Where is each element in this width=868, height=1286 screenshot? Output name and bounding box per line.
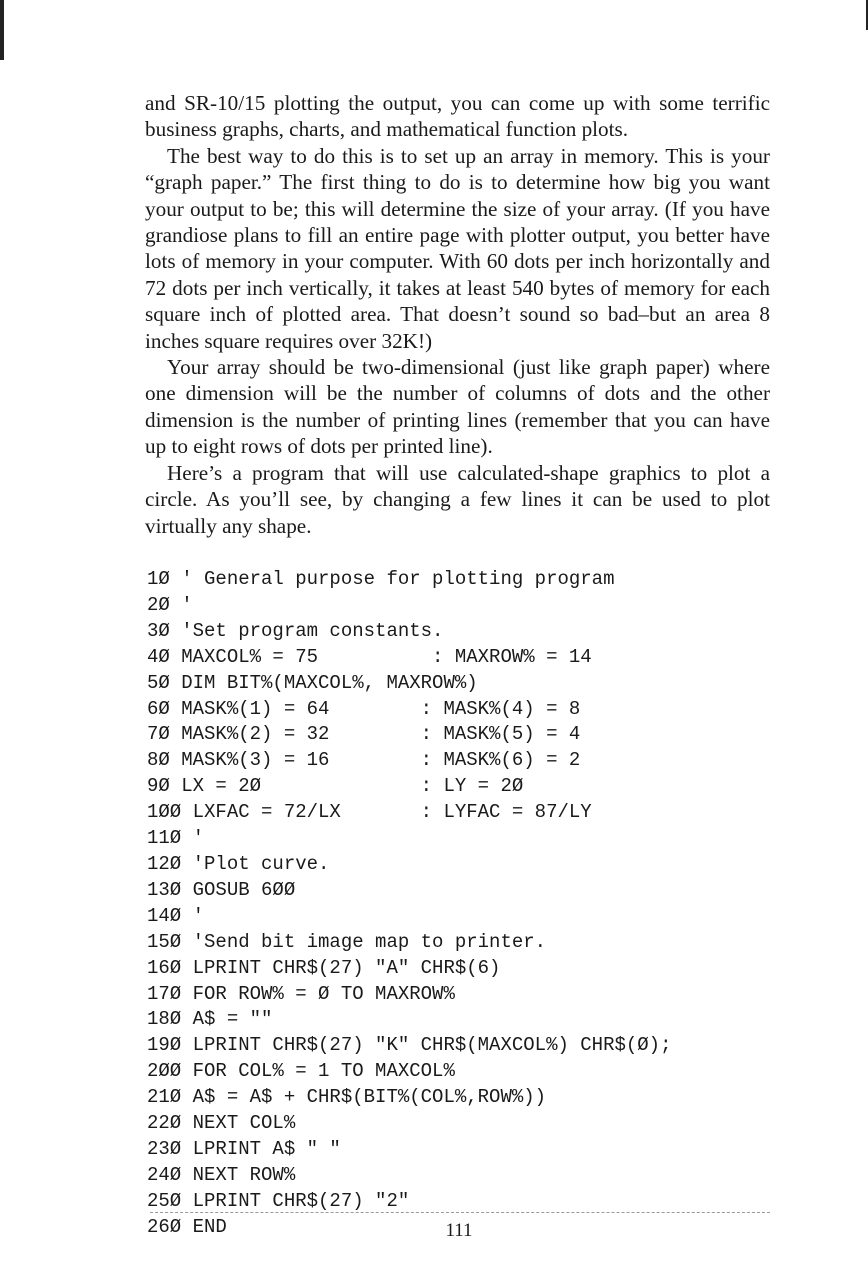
code-line: 9Ø LX = 2Ø : LY = 2Ø bbox=[147, 775, 524, 798]
code-line: 5Ø DIM BIT%(MAXCOL%, MAXROW%) bbox=[147, 671, 478, 694]
page-edge-mark-left bbox=[0, 0, 4, 60]
code-line: 11Ø ' bbox=[147, 827, 205, 850]
code-line: 16Ø LPRINT CHR$(27) "A" CHR$(6) bbox=[147, 956, 501, 979]
basic-program-listing bbox=[147, 567, 827, 1241]
body-text bbox=[145, 90, 770, 539]
paragraph-3: Your array should be two-dimensional (just like graph paper) where one dimension will be the number of columns of dots and the other dimension is the number of printing lines (remember that you can have up to eight rows of dots per printed line). bbox=[145, 355, 770, 459]
code-line: 26Ø END bbox=[147, 1215, 227, 1238]
code-line: 12Ø 'Plot curve. bbox=[147, 852, 330, 875]
code-line: 2Ø ' bbox=[147, 593, 193, 616]
code-line: 19Ø LPRINT CHR$(27) "K" CHR$(MAXCOL%) CHR$(Ø); bbox=[147, 1034, 672, 1057]
code-line: 6Ø MASK%(1) = 64 : MASK%(4) = 8 bbox=[147, 697, 581, 720]
code-line: 4Ø MAXCOL% = 75 : MAXROW% = 14 bbox=[147, 645, 592, 668]
footer-divider bbox=[150, 1212, 770, 1213]
code-line: 15Ø 'Send bit image map to printer. bbox=[147, 930, 547, 953]
code-line: 2ØØ FOR COL% = 1 TO MAXCOL% bbox=[147, 1060, 455, 1083]
code-line: 24Ø NEXT ROW% bbox=[147, 1163, 296, 1186]
code-line: 21Ø A$ = A$ + CHR$(BIT%(COL%,ROW%)) bbox=[147, 1086, 547, 1109]
code-line: 1ØØ LXFAC = 72/LX : LYFAC = 87/LY bbox=[147, 801, 592, 824]
code-line: 3Ø 'Set program constants. bbox=[147, 619, 444, 642]
page-number: 111 bbox=[445, 1220, 473, 1241]
paragraph-4: Here’s a program that will use calculated-shape graphics to plot a circle. As you’ll see, by changing a few lines it can be used to plot virtually any shape. bbox=[145, 460, 770, 538]
paragraph-1: and SR-10/15 plotting the output, you can come up with some terrific business graphs, charts, and mathematical function plots. bbox=[145, 91, 770, 142]
paragraph-2: The best way to do this is to set up an array in memory. This is your “graph paper.” The first thing to do is to determine how big you want your output to be; this will determine the size of your array. (If you have grandiose plans to fill an entire page with plotter output, you better have lots of memory in your computer. With 60 dots per inch horizontally and 72 dots per inch vertically, it takes at least 540 bytes of memory for each square inch of plotted area. That doesn’t sound so bad–but an area 8 inches square requires over 32K!) bbox=[145, 143, 770, 353]
code-line: 17Ø FOR ROW% = Ø TO MAXROW% bbox=[147, 982, 455, 1005]
code-line: 22Ø NEXT COL% bbox=[147, 1112, 296, 1135]
code-line: 13Ø GOSUB 6ØØ bbox=[147, 878, 296, 901]
code-line: 18Ø A$ = "" bbox=[147, 1008, 273, 1031]
code-line: 25Ø LPRINT CHR$(27) "2" bbox=[147, 1189, 410, 1212]
code-line: 1Ø ' General purpose for plotting program bbox=[147, 568, 615, 590]
code-line: 23Ø LPRINT A$ " " bbox=[147, 1137, 341, 1160]
code-line: 7Ø MASK%(2) = 32 : MASK%(5) = 4 bbox=[147, 723, 581, 746]
code-line: 14Ø ' bbox=[147, 904, 205, 927]
code-line: 8Ø MASK%(3) = 16 : MASK%(6) = 2 bbox=[147, 749, 581, 772]
